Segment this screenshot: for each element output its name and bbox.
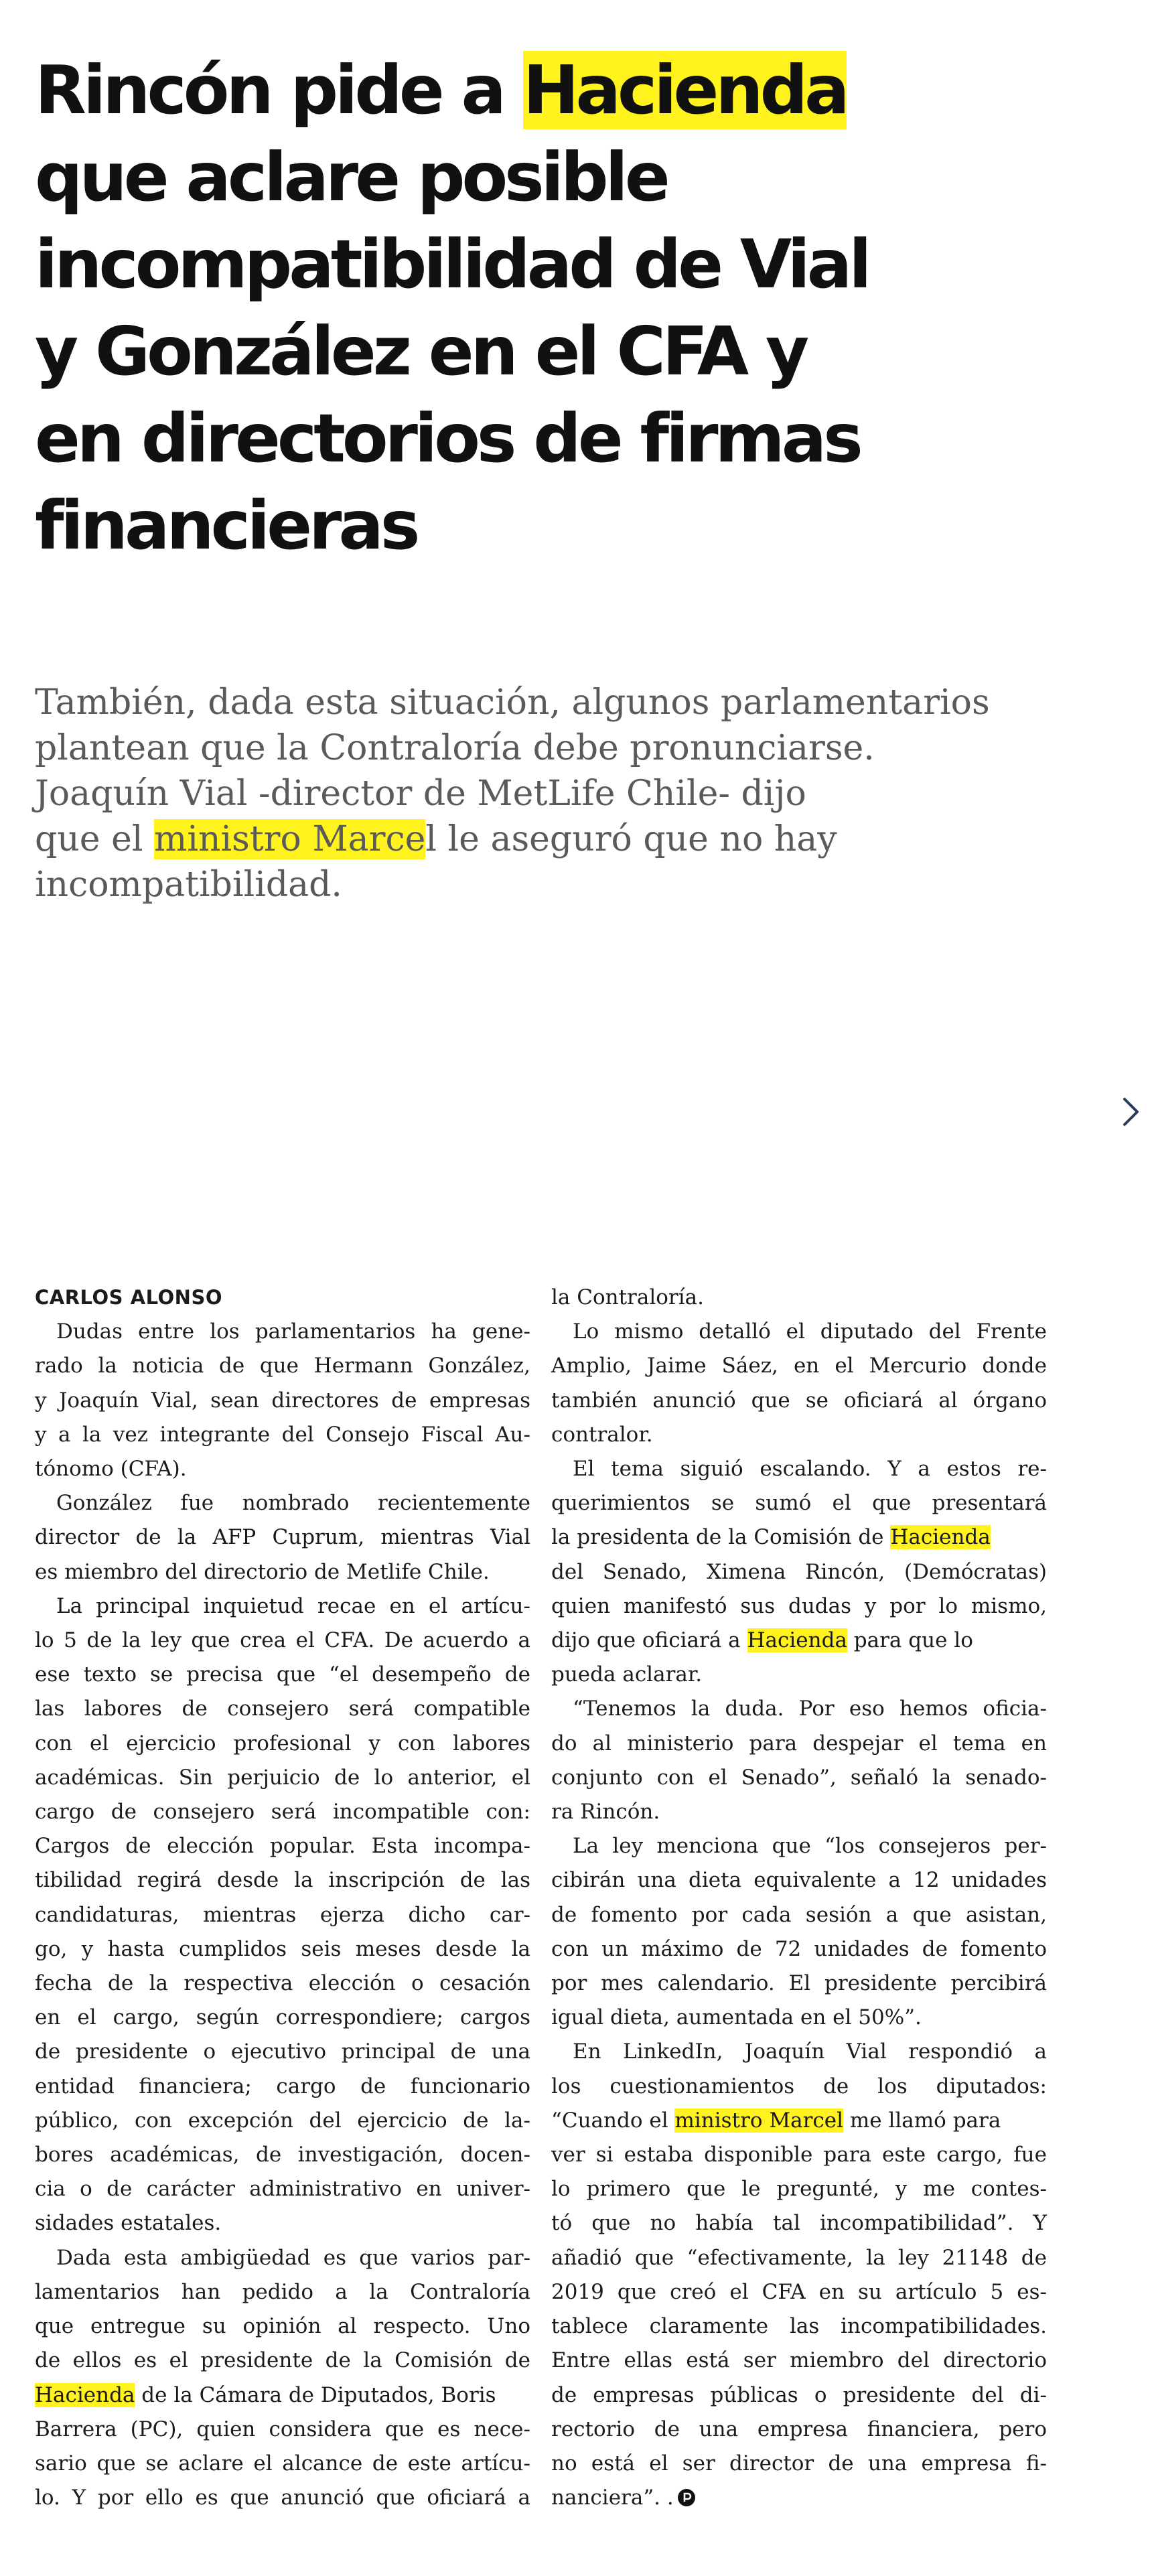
- body-line: entidad financiera; cargo de funcionario: [35, 2074, 530, 2098]
- body-line: tó que no había tal incompatibilidad”. Y: [551, 2211, 1047, 2236]
- body-line: los cuestionamientos de los diputados:: [551, 2074, 1047, 2098]
- body-line: [551, 1624, 1047, 1658]
- body-line: es miembro del directorio de Metlife Chile.: [35, 1559, 490, 1584]
- body-line: Barrera (PC), quien considera que es nece-: [35, 2417, 530, 2441]
- body-line: ra Rincón.: [551, 1800, 660, 1824]
- body-line: cibirán una dieta equivalente a 12 unidades: [551, 1868, 1047, 1893]
- headline-line: incompatibilidad de Vial: [35, 225, 869, 303]
- body-line: Dudas entre los parlamentarios ha gene-: [56, 1319, 530, 1344]
- body-line: [551, 2481, 1047, 2515]
- body-line: por mes calendario. El presidente percibirá: [551, 1971, 1047, 1996]
- body-line: bores académicas, de investigación, docen-: [35, 2143, 530, 2167]
- body-line: las labores de consejero será compatible: [35, 1697, 530, 1721]
- headline-line: y González en el CFA y: [35, 312, 806, 390]
- body-line: lamentarios han pedido a la Contraloría: [35, 2279, 530, 2304]
- body-line: querimientos se sumó el que presentará: [551, 1491, 1047, 1516]
- subtitle-line: También, dada esta situación, algunos parlamentarios: [35, 683, 990, 723]
- subtitle-line: plantean que la Contraloría debe pronunciarse.: [35, 728, 875, 768]
- body-line: En LinkedIn, Joaquín Vial respondió a: [573, 2040, 1047, 2064]
- body-line: El tema siguió escalando. Y a estos re-: [573, 1457, 1047, 1482]
- body-text: nanciera”. .: [551, 2486, 674, 2510]
- body-line: La principal inquietud recae en el artícu-: [56, 1593, 530, 1618]
- body-line: Dada esta ambigüedad es que varios par-: [56, 2245, 530, 2270]
- subtitle-text: l le aseguró que no hay: [425, 819, 837, 859]
- body-line: Lo mismo detalló el diputado del Frente: [573, 1319, 1047, 1344]
- article-column-1: [35, 1281, 530, 2515]
- subtitle-text: que el: [35, 819, 155, 859]
- body-line: y a la vez integrante del Consejo Fiscal Au-: [35, 1422, 530, 1447]
- body-line: ese texto se precisa que “el desempeño de: [35, 1662, 530, 1687]
- highlight-ministro: ministro Marcel: [674, 2108, 844, 2133]
- highlight-hacienda: Hacienda: [35, 2382, 135, 2407]
- body-line: director de la AFP Cuprum, mientras Vial: [35, 1525, 530, 1550]
- body-line: candidaturas, mientras ejerza dicho car-: [35, 1902, 530, 1927]
- headline-line: financieras: [35, 486, 417, 565]
- body-line: contralor.: [551, 1422, 653, 1447]
- highlight-hacienda: Hacienda: [890, 1525, 991, 1550]
- body-text: para que lo: [847, 1628, 973, 1653]
- body-line: ver si estaba disponible para este cargo, fue: [551, 2143, 1047, 2167]
- body-line: también anunció que se oficiará al órgano: [551, 1388, 1047, 1413]
- article-column-2: [551, 1281, 1047, 2515]
- body-text: la presidenta de la Comisión de: [551, 1525, 891, 1550]
- body-line: la Contraloría.: [551, 1285, 705, 1309]
- body-line: de empresas públicas o presidente del di-: [551, 2382, 1047, 2407]
- body-line: en el cargo, según correspondiere; cargos: [35, 2005, 530, 2030]
- body-line: do al ministerio para despejar el tema en: [551, 1731, 1047, 1756]
- body-line: lo. Y por ello es que anunció que oficiará a: [35, 2486, 530, 2510]
- subtitle-line: [35, 816, 1080, 862]
- body-line: sidades estatales.: [35, 2211, 222, 2236]
- body-line: tónomo (CFA).: [35, 1457, 187, 1482]
- body-line: cia o de carácter administrativo en univer-: [35, 2177, 530, 2202]
- byline: CARLOS ALONSO: [35, 1286, 222, 1309]
- body-line: lo primero que le pregunté, y me contes-: [551, 2177, 1047, 2202]
- body-line: La ley menciona que “los consejeros per-: [573, 1834, 1047, 1859]
- body-line: de presidente o ejecutivo principal de una: [35, 2040, 530, 2064]
- body-line: con el ejercicio profesional y con labores: [35, 1731, 530, 1756]
- next-page-button[interactable]: [1110, 1092, 1151, 1132]
- headline-text: Rincón pide a: [35, 51, 523, 129]
- highlight-hacienda: Hacienda: [747, 1628, 847, 1653]
- body-line: Entre ellas está ser miembro del directorio: [551, 2348, 1047, 2373]
- body-line: que entregue su opinión al respecto. Uno: [35, 2314, 530, 2339]
- subtitle-highlight: ministro Marce: [154, 819, 426, 859]
- body-line: añadió que “efectivamente, la ley 21148 de: [551, 2245, 1047, 2270]
- body-line: Amplio, Jaime Sáez, en el Mercurio donde: [551, 1354, 1047, 1378]
- body-line: 2019 que creó el CFA en su artículo 5 es-: [551, 2279, 1047, 2304]
- body-line: conjunto con el Senado”, señaló la senado-: [551, 1765, 1047, 1790]
- body-line: académicas. Sin perjuicio de lo anterior, el: [35, 1765, 530, 1790]
- body-text: de la Cámara de Diputados, Boris: [135, 2382, 496, 2407]
- pulso-logo-icon: [678, 2489, 695, 2506]
- body-line: fecha de la respectiva elección o cesación: [35, 1971, 530, 1996]
- chevron-right-icon: [1121, 1096, 1141, 1127]
- headline: [35, 47, 959, 569]
- body-line: rectorio de una empresa financiera, pero: [551, 2417, 1047, 2441]
- subtitle-line: incompatibilidad.: [35, 865, 342, 905]
- body-text: me llamó para: [843, 2108, 1001, 2133]
- body-line: González fue nombrado recientemente: [56, 1491, 530, 1516]
- body-line: y Joaquín Vial, sean directores de empresas: [35, 1388, 530, 1413]
- headline-line: en directorios de firmas: [35, 399, 860, 478]
- body-line: tablece claramente las incompatibilidades.: [551, 2314, 1047, 2339]
- headline-line: que aclare posible: [35, 138, 667, 216]
- body-line: quien manifestó sus dudas y por lo mismo,: [551, 1593, 1047, 1618]
- body-line: pueda aclarar.: [551, 1662, 703, 1687]
- body-line: de fomento por cada sesión a que asistan,: [551, 1902, 1047, 1927]
- body-line: lo 5 de la ley que crea el CFA. De acuerdo a: [35, 1628, 530, 1653]
- body-line: [35, 2378, 530, 2413]
- body-text: dijo que oficiará a: [551, 1628, 747, 1653]
- body-line: [551, 2104, 1047, 2138]
- body-line: tibilidad regirá desde la inscripción de las: [35, 1868, 530, 1893]
- subtitle: [35, 680, 1080, 908]
- headline-highlight: Hacienda: [522, 51, 847, 129]
- body-line: rado la noticia de que Hermann González,: [35, 1354, 530, 1378]
- body-line: igual dieta, aumentada en el 50%”.: [551, 2005, 922, 2030]
- body-line: con un máximo de 72 unidades de fomento: [551, 1936, 1047, 1961]
- body-line: de ellos es el presidente de la Comisión de: [35, 2348, 530, 2373]
- headline-line: [35, 47, 959, 134]
- body-line: público, con excepción del ejercicio de la-: [35, 2108, 530, 2133]
- body-text: “Cuando el: [551, 2108, 675, 2133]
- body-line: del Senado, Ximena Rincón, (Demócratas): [551, 1559, 1047, 1584]
- body-line: “Tenemos la duda. Por eso hemos oficia-: [573, 1697, 1047, 1721]
- body-line: sario que se aclare el alcance de este artícu-: [35, 2451, 530, 2476]
- body-line: [551, 1520, 1047, 1555]
- body-line: go, y hasta cumplidos seis meses desde la: [35, 1936, 530, 1961]
- body-line: Cargos de elección popular. Esta incompa-: [35, 1834, 530, 1859]
- body-line: no está el ser director de una empresa fi-: [551, 2451, 1047, 2476]
- subtitle-line: Joaquín Vial -director de MetLife Chile- dijo: [35, 774, 806, 814]
- body-line: cargo de consejero será incompatible con:: [35, 1800, 530, 1824]
